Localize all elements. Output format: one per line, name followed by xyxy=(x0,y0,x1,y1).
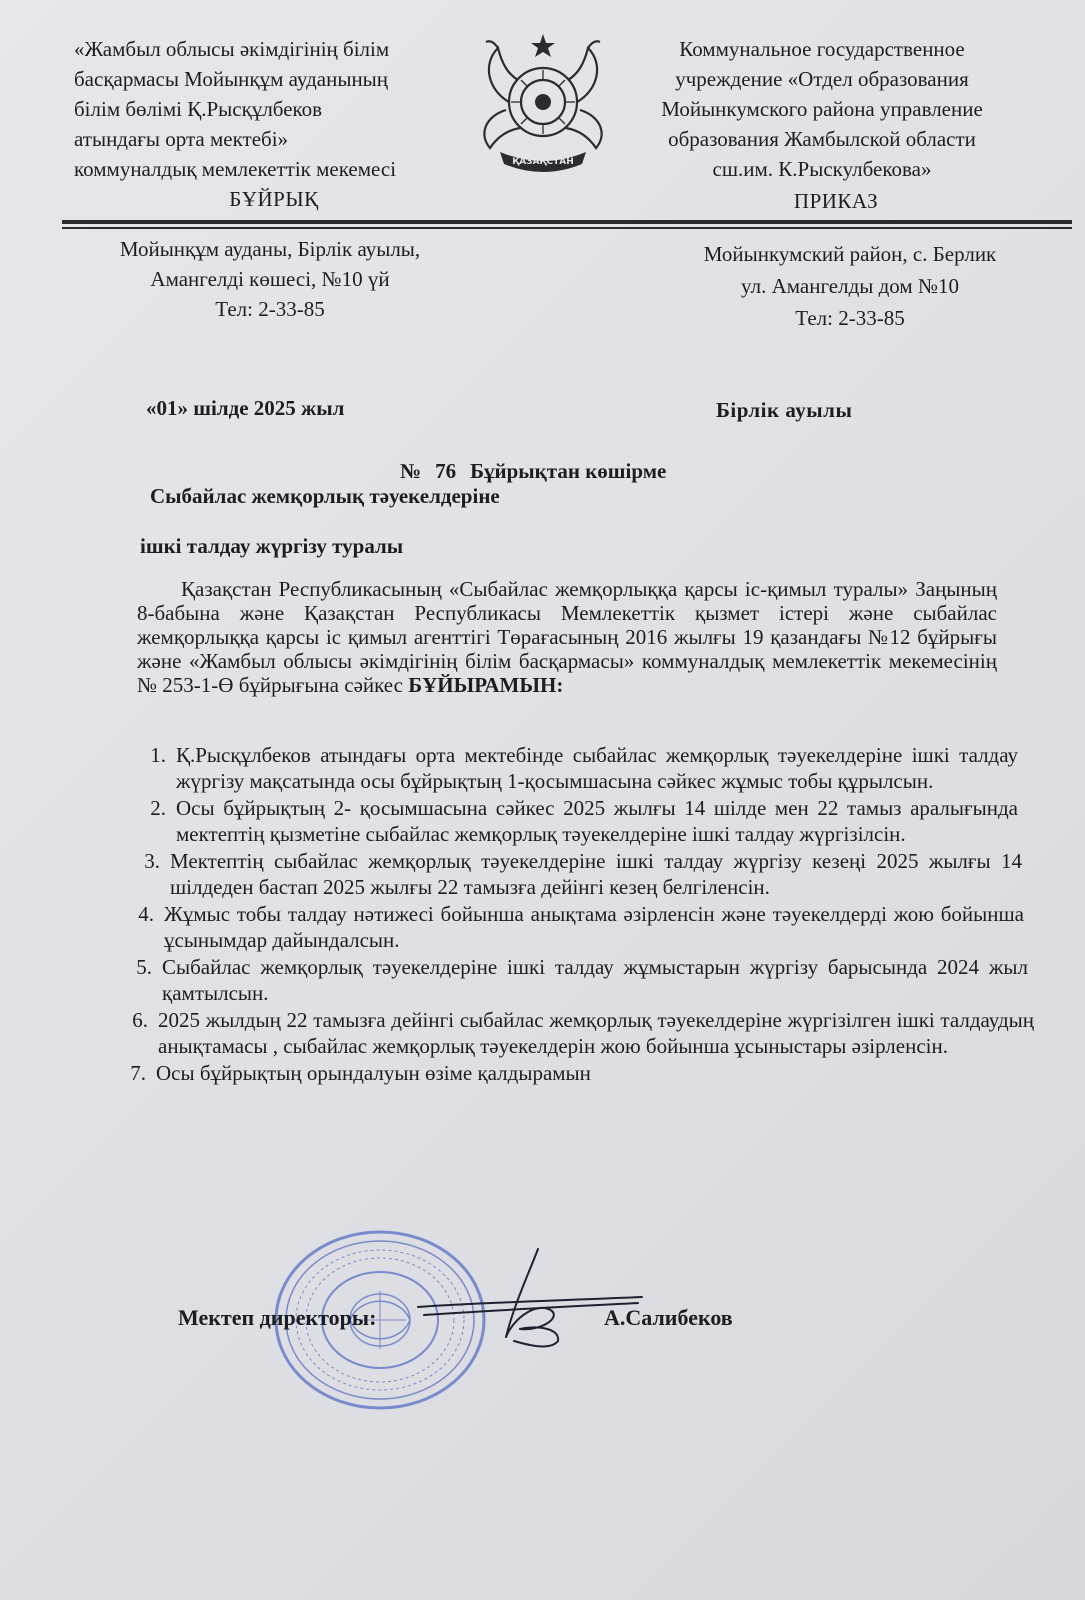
order-number: 76 xyxy=(435,459,457,483)
order-title-kazakh: БҰЙРЫҚ xyxy=(229,187,319,211)
header-left-line: білім бөлімі Қ.Рысқұлбеков xyxy=(74,97,323,121)
header-russian xyxy=(622,34,1022,216)
order-date: «01» шілде 2025 жыл xyxy=(146,396,345,420)
list-item xyxy=(118,743,1018,794)
signatory-title: Мектеп директоры: xyxy=(178,1305,377,1330)
list-item xyxy=(118,902,1024,953)
address-kazakh xyxy=(70,234,470,324)
header-right-line: учреждение «Отдел образования xyxy=(675,67,969,91)
number-sign: № xyxy=(400,459,422,483)
phone-line: Тел: 2-33-85 xyxy=(215,297,325,321)
header-left-line: коммуналдық мемлекеттік мекемесі xyxy=(74,157,397,181)
header-right-line: сш.им. К.Рыскулбекова» xyxy=(712,157,932,181)
item-text: Осы бұйрықтың орындалуын өзіме қалдырамын xyxy=(156,1061,591,1085)
header-left-line: басқармасы Мойынқұм ауданының xyxy=(74,67,389,91)
item-text: Сыбайлас жемқорлық тәуекелдеріне ішкі талдау жұмыстарын жүргізу барысында 2024 жыл қамтылсын. xyxy=(162,955,1028,1005)
order-subject: Сыбайлас жемқорлық тәуекелдеріне xyxy=(150,484,500,508)
item-number: 2. xyxy=(150,796,166,820)
header-right-line: Коммунальное государственное xyxy=(679,37,965,61)
address-line: Мойынқұм ауданы, Бірлік ауылы, xyxy=(119,237,421,261)
item-number: 4. xyxy=(138,902,154,926)
order-number-caption: Бұйрықтан көшірме xyxy=(470,459,667,483)
handwritten-signature-icon xyxy=(410,1245,650,1355)
signatory-name: А.Салибеков xyxy=(604,1305,733,1330)
order-number-line xyxy=(400,459,666,484)
item-text: 2025 жылдың 22 тамызға дейінгі сыбайлас жемқорлық тәуекелдеріне жүргізілген ішкі талдаудың анықтамасы , сыбайлас жемқорлық тәуекелдерін жою бойынша ұсыныстары әзірленсін. xyxy=(158,1008,1034,1058)
item-number: 3. xyxy=(144,849,160,873)
list-item xyxy=(118,1061,1032,1087)
emblem-banner-text: ҚАЗАҚСТАН xyxy=(512,157,574,167)
item-text: Мектептің сыбайлас жемқорлық тәуекелдеріне ішкі талдау жүргізу кезеңі 2025 жылғы 14 шілдеден бастап 2025 жылғы 22 тамызға дейінгі кезең белгіленсін. xyxy=(170,849,1022,899)
order-items-list xyxy=(118,743,1038,1089)
header-divider xyxy=(62,220,1072,224)
list-item xyxy=(118,796,1018,847)
header-right-line: Мойынкумского района управление xyxy=(661,97,983,121)
list-item xyxy=(118,955,1028,1006)
address-line: ул. Амангелды дом №10 xyxy=(741,274,959,298)
order-subject: ішкі талдау жүргізу туралы xyxy=(140,534,404,558)
item-number: 7. xyxy=(130,1061,146,1085)
header-divider-thin xyxy=(62,227,1072,229)
list-item xyxy=(118,849,1022,900)
phone-line: Тел: 2-33-85 xyxy=(795,306,905,330)
item-number: 6. xyxy=(132,1008,148,1032)
address-line: Мойынкумский район, с. Берлик xyxy=(703,242,997,266)
header-kazakh xyxy=(74,34,454,214)
order-title-russian: ПРИКАЗ xyxy=(793,189,879,213)
header-right-line: образования Жамбылской области xyxy=(668,127,976,151)
preamble-text: Қазақстан Республикасының «Сыбайлас жемқорлыққа қарсы іс-қимыл туралы» Заңының 8-бабына және Қазақстан Республикасы Мемлекеттік қызмет істері және сыбайлас жемқорлыққа қарсы іс қимыл агенттігі Төрағасының 2016 жылғы 19 қазандағы №12 бұйрығы және «Жамбыл облысы әкімдігінің білім басқармасы» коммуналдық мемлекеттік мекемесінің № 253-1-Ө бұйрығына сәйкес xyxy=(137,577,997,697)
state-emblem-icon xyxy=(468,30,618,180)
order-place: Бірлік ауылы xyxy=(716,398,853,422)
item-text: Осы бұйрықтың 2- қосымшасына сәйкес 2025 жылғы 14 шілде мен 22 тамыз аралығында мектептің қызметіне сыбайлас жемқорлық тәуекелдеріне ішкі талдау жүргізілсін. xyxy=(176,796,1018,846)
address-russian xyxy=(650,238,1050,334)
list-item xyxy=(118,1008,1034,1059)
header-left-line: атындағы орта мектебі» xyxy=(74,127,289,151)
item-number: 5. xyxy=(136,955,152,979)
item-text: Қ.Рысқұлбеков атындағы орта мектебінде сыбайлас жемқорлық тәуекелдеріне ішкі талдау жүргізу мақсатында осы бұйрықтың 1-қосымшасына сәйкес жұмыс тобы құрылсын. xyxy=(176,743,1018,793)
item-text: Жұмыс тобы талдау нәтижесі бойынша анықтама әзірленсін және тәуекелдерді жою бойынша ұсынымдар дайындалсын. xyxy=(164,902,1024,952)
item-number: 1. xyxy=(150,743,166,767)
order-preamble xyxy=(137,577,997,697)
header-left-line: «Жамбыл облысы әкімдігінің білім xyxy=(74,37,390,61)
address-line: Амангелді көшесі, №10 үй xyxy=(150,267,390,291)
order-directive: БҰЙЫРАМЫН: xyxy=(408,673,564,697)
